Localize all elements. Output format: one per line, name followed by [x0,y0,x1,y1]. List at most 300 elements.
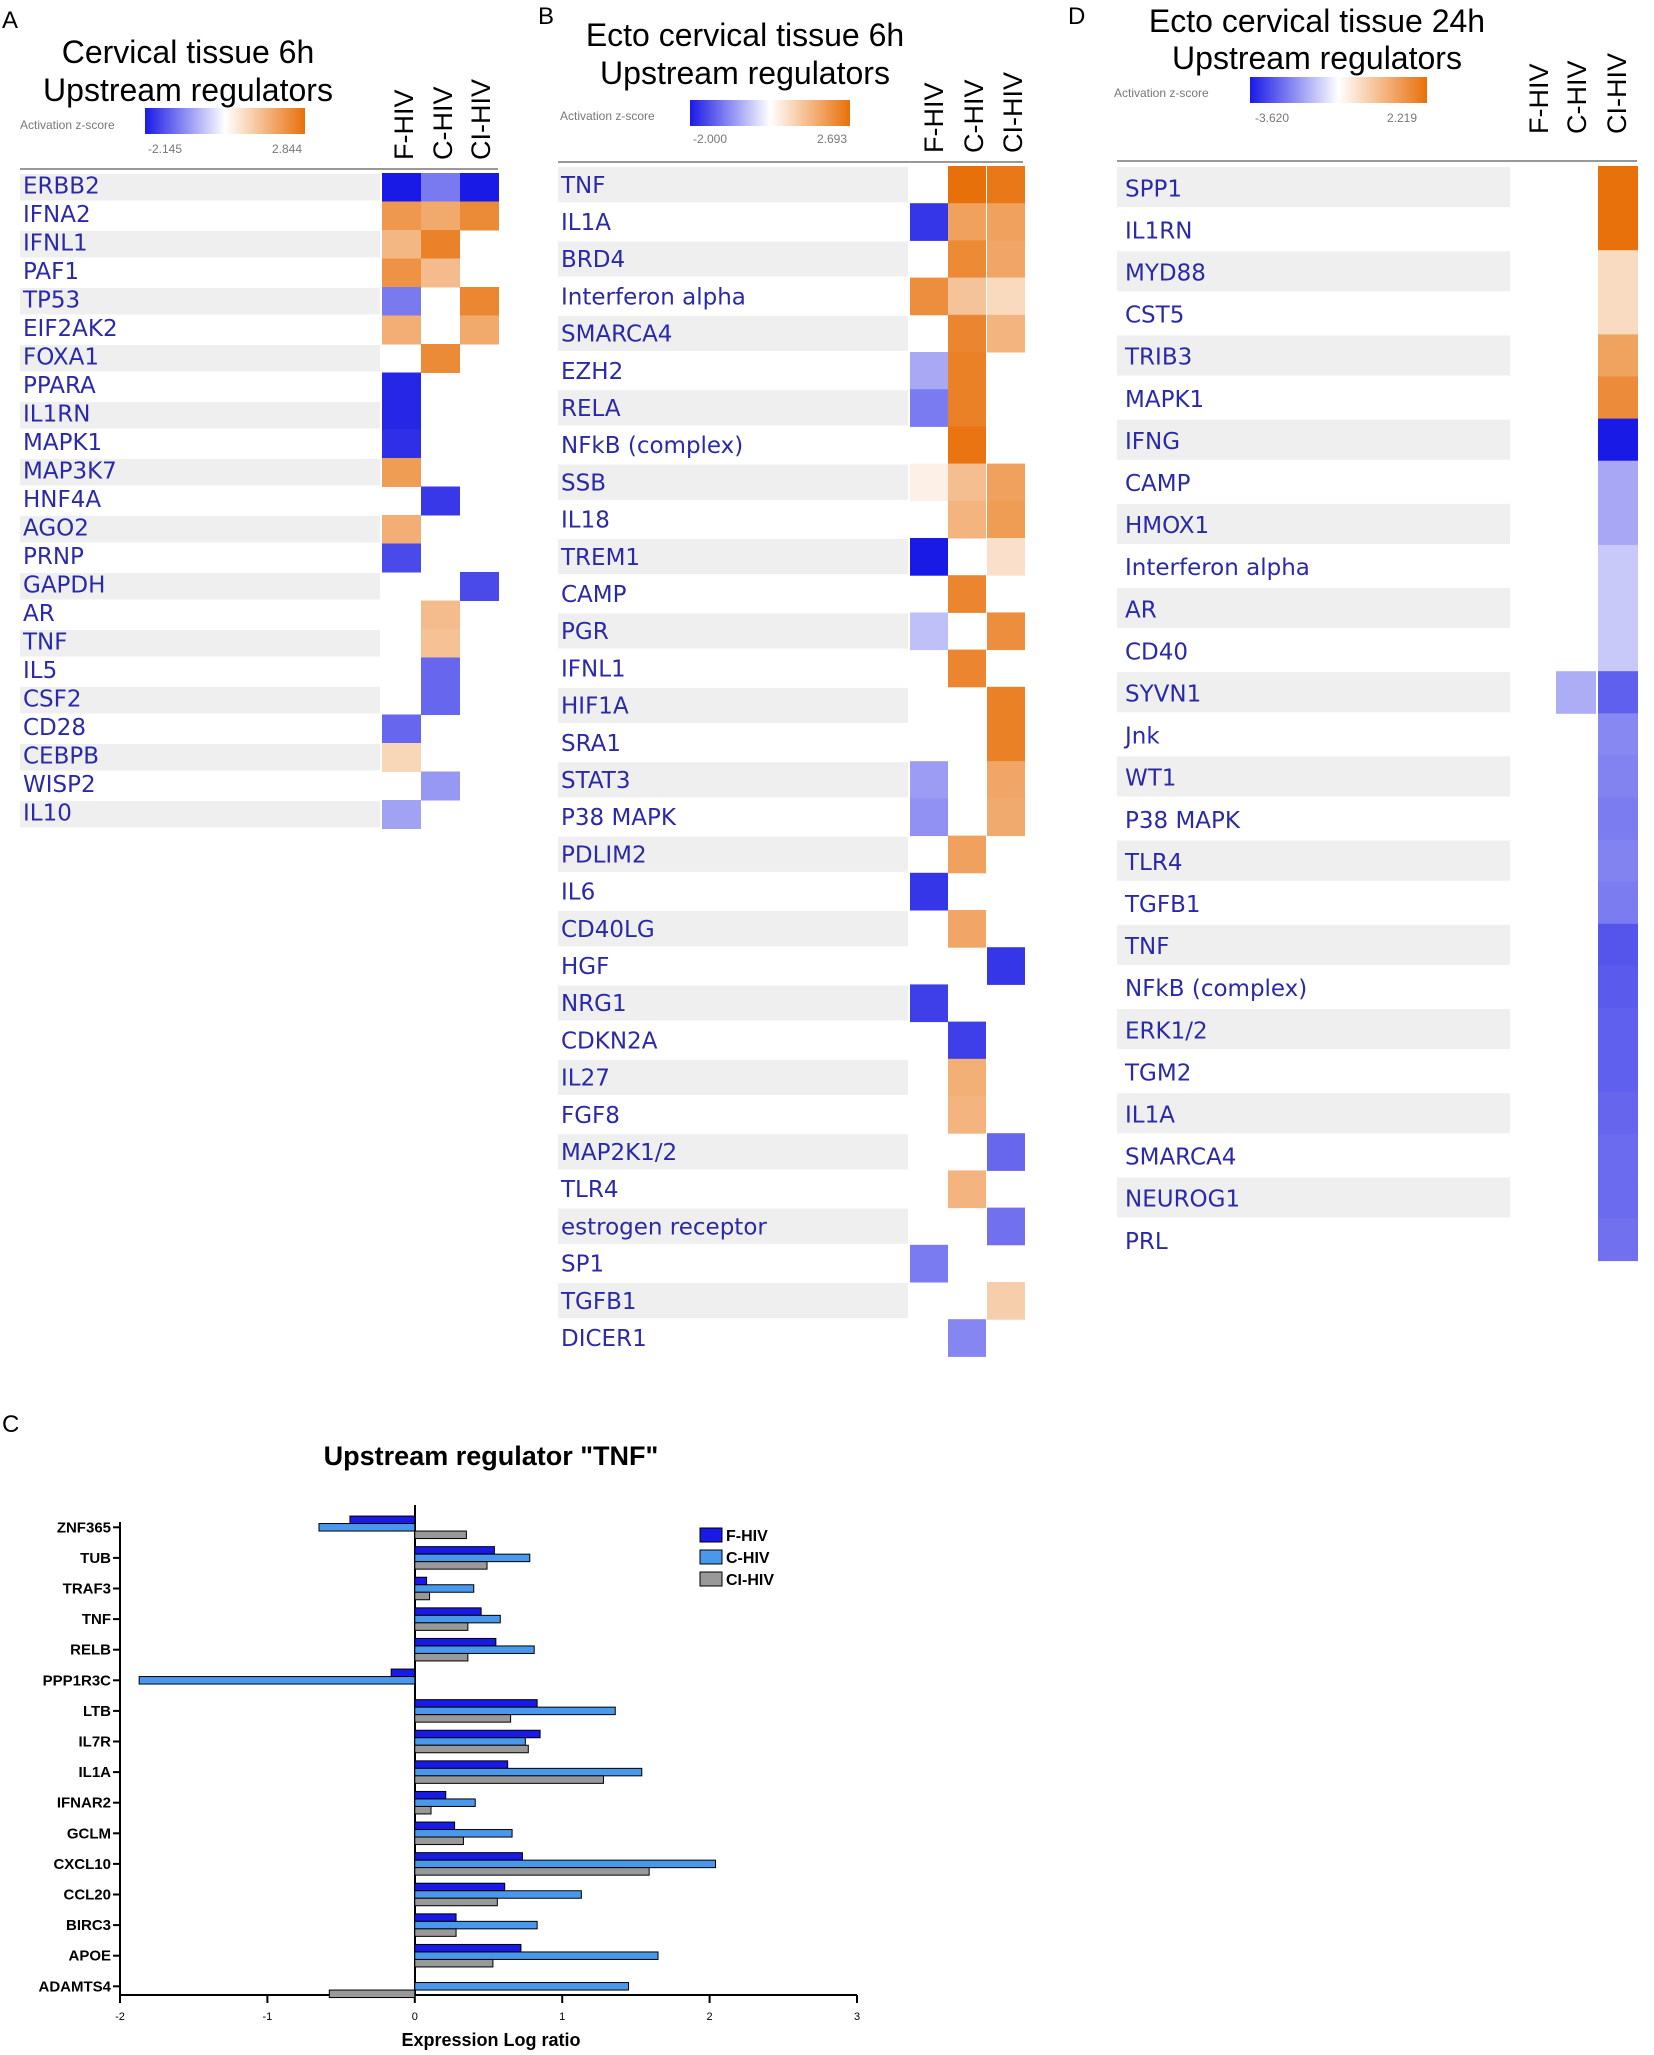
heatmap-d-cell-tgfb1-ci-hiv [1598,882,1638,925]
heatmap-d-row-label: P38 MAPK [1125,807,1240,834]
heatmap-b-cell-pdlim2-c-hiv [948,836,986,874]
heatmap-d-cell-prl-ci-hiv [1598,1219,1638,1262]
heatmap-d-col-f-hiv: F-HIV [1524,63,1554,134]
bar-chart-categories [38,1519,120,1995]
bar-chart-category-label-ccl20: CCL20 [63,1886,111,1904]
heatmap-panel-a [20,34,499,829]
heatmap-b-cell-stat3-f-hiv [910,761,948,799]
heatmap-a-row-il1rn [20,401,421,430]
heatmap-d-row-mapk1 [1125,377,1638,420]
heatmap-b-row-label: TREM1 [561,544,641,571]
heatmap-a-row-label: EIF2AK2 [23,316,118,343]
heatmap-a-row-label: IL10 [23,800,72,827]
heatmap-b-cell-hgf-ci-hiv [987,947,1025,985]
heatmap-d-col-c-hiv: C-HIV [1562,60,1592,134]
heatmap-a-row-erbb2 [20,173,499,202]
heatmap-b-cell-dicer1-c-hiv [948,1319,986,1357]
heatmap-d-row-shade [1117,588,1510,628]
bar-birc3-ci-hiv [415,1929,456,1937]
heatmap-b-row-label: MAP2K1/2 [561,1139,678,1166]
heatmap-a-cell-erbb2-c-hiv [421,173,460,202]
heatmap-d-row-interferon-alpha [1125,545,1638,588]
heatmap-b-row-cd40lg [558,910,986,948]
heatmap-b-cell-il18-ci-hiv [987,501,1025,539]
bar-gclm-ci-hiv [415,1837,464,1845]
heatmap-b-cell-tlr4-c-hiv [948,1170,986,1208]
heatmap-d-color-scale [1250,77,1427,103]
heatmap-a-title-line-2: Upstream regulators [43,72,333,108]
heatmap-b-cell-smarca4-ci-hiv [987,315,1025,353]
heatmap-d-column-headers [1524,53,1632,134]
heatmap-a-cell-mapk1-f-hiv [382,430,421,459]
heatmap-d-cell-camp-ci-hiv [1598,461,1638,504]
heatmap-d-row-label: SYVN1 [1125,681,1202,708]
heatmap-b-cell-map2k1-2-ci-hiv [987,1133,1025,1171]
heatmap-d-scale-label: Activation z-score [1114,86,1209,100]
heatmap-a-cell-tp53-f-hiv [382,287,421,316]
heatmap-a-row-ar [23,601,460,630]
heatmap-a-cell-gapdh-ci-hiv [460,572,499,601]
heatmap-d-row-label: MYD88 [1125,260,1206,287]
heatmap-a-row-label: IL1RN [23,401,91,428]
heatmap-d-row-label: AR [1125,597,1157,624]
heatmap-b-row-label: TLR4 [561,1177,619,1204]
heatmap-b-row-shade [558,167,908,202]
bar-chart-category-label-ltb: LTB [82,1702,111,1720]
legend-label-ci-hiv: CI-HIV [726,1572,774,1589]
heatmap-b-row-il1a [561,203,1025,241]
heatmap-b-cell-cdkn2a-c-hiv [948,1022,986,1060]
heatmap-a-cell-ago2-f-hiv [382,515,421,544]
heatmap-b-cell-interferon-alpha-f-hiv [910,278,948,316]
heatmap-d-row-label: IL1A [1125,1102,1175,1129]
heatmap-d-cell-interferon-alpha-ci-hiv [1598,545,1638,588]
heatmap-a-cell-erbb2-f-hiv [382,173,421,202]
heatmap-d-row-prl [1125,1219,1638,1262]
heatmap-b-row-nrg1 [558,984,948,1022]
bar-ltb-f-hiv [415,1700,537,1708]
heatmap-a-row-label: WISP2 [23,772,96,799]
heatmap-a-cell-tnf-c-hiv [421,629,460,658]
heatmap-a-row-csf2 [20,686,460,715]
heatmap-a-cell-paf1-f-hiv [382,259,421,288]
heatmap-a-row-label: CD28 [23,715,87,742]
heatmap-a-row-ppara [23,373,421,402]
bar-chart-title: Upstream regulator "TNF" [323,1441,659,1471]
heatmap-a-row-hnf4a [23,487,460,516]
bar-ppp1r3c-f-hiv [391,1669,415,1677]
heatmap-b-cell-fgf8-c-hiv [948,1096,986,1134]
heatmap-d-row-tlr4 [1117,840,1638,883]
heatmap-b-row-label: PGR [561,619,609,646]
heatmap-b-row-label: TGFB1 [561,1288,637,1315]
heatmap-d-row-neurog1 [1117,1176,1638,1219]
heatmap-d-row-tnf [1117,924,1638,967]
bar-chart-category-label-apoe: APOE [68,1947,111,1965]
bar-cxcl10-ci-hiv [415,1868,649,1876]
bar-chart-bars [139,1516,715,1998]
heatmap-d-cell-il1rn-ci-hiv [1598,208,1638,251]
heatmap-b-row-shade [558,613,908,648]
heatmap-b-column-headers [919,72,1028,153]
legend-swatch-c-hiv [700,1550,722,1564]
heatmap-a-row-il5 [23,658,460,687]
bar-chart-x-tick-label: 2 [706,2011,713,2023]
heatmap-a-title-line-1: Cervical tissue 6h [61,34,315,70]
heatmap-d-row-label: TRIB3 [1125,344,1193,371]
heatmap-b-row-label: IL6 [561,879,596,906]
heatmap-a-cell-ppara-f-hiv [382,373,421,402]
bar-chart-x-tick-label: 3 [853,2011,861,2023]
heatmap-a-row-eif2ak2 [23,316,499,345]
heatmap-b-row-label: CAMP [561,581,627,608]
heatmap-d-row-spp1 [1117,166,1638,209]
bar-traf3-ci-hiv [415,1592,430,1600]
heatmap-a-cell-ar-c-hiv [421,601,460,630]
heatmap-b-cell-il1a-c-hiv [948,203,986,241]
heatmap-a-cell-ifna2-ci-hiv [460,202,499,231]
heatmap-b-row-nfkb-complex [561,426,986,464]
heatmap-b-cell-ssb-ci-hiv [987,464,1025,502]
heatmap-a-col-c-hiv: C-HIV [428,86,458,160]
heatmap-b-cell-sra1-ci-hiv [987,724,1025,762]
heatmap-a-cell-cebpb-f-hiv [382,743,421,772]
heatmap-b-col-f-hiv: F-HIV [919,82,949,153]
heatmap-d-cell-nfkb-complex-ci-hiv [1598,966,1638,1009]
bar-chart-x-ticks [115,1995,860,2023]
heatmap-a-row-gapdh [20,572,499,601]
heatmap-a-scale-max: 2.844 [271,142,303,156]
bar-birc3-f-hiv [415,1914,456,1922]
heatmap-b-color-scale [690,100,850,126]
heatmap-a-row-label: MAPK1 [23,430,103,457]
heatmap-d-cell-wt1-ci-hiv [1598,755,1638,798]
heatmap-b-row-pdlim2 [558,836,986,874]
heatmap-b-row-label: HIF1A [561,693,629,720]
heatmap-b-row-cdkn2a [561,1022,986,1060]
bar-chart-category-label-relb: RELB [70,1641,111,1659]
heatmap-b-row-label: HGF [561,953,610,980]
heatmap-a-row-label: GAPDH [23,572,106,599]
bar-tnf-f-hiv [415,1608,481,1616]
heatmap-d-row-label: TGM2 [1125,1060,1192,1087]
heatmap-a-row-paf1 [23,259,460,288]
heatmap-b-row-ssb [558,464,1025,502]
bar-chart-category-label-ifnar2: IFNAR2 [56,1794,111,1812]
heatmap-d-row-nfkb-complex [1125,966,1638,1009]
heatmap-d-cell-cd40-ci-hiv [1598,629,1638,672]
heatmap-a-cell-eif2ak2-ci-hiv [460,316,499,345]
heatmap-b-row-label: RELA [561,395,621,422]
bar-tnf-c-hiv [415,1615,500,1623]
heatmap-a-cell-il10-f-hiv [382,800,421,829]
heatmap-d-cell-ifng-ci-hiv [1598,419,1638,462]
heatmap-b-cell-stat3-ci-hiv [987,761,1025,799]
heatmap-b-row-camp [561,575,986,613]
heatmap-b-cell-p38-mapk-f-hiv [910,798,948,836]
heatmap-d-cell-syvn1-ci-hiv [1598,671,1638,714]
heatmap-d-cell-cst5-ci-hiv [1598,292,1638,335]
heatmap-a-cell-paf1-c-hiv [421,259,460,288]
heatmap-d-row-camp [1125,461,1638,504]
heatmap-b-row-label: NRG1 [561,991,627,1018]
heatmap-b-row-il6 [561,873,948,911]
heatmap-b-cell-brd4-c-hiv [948,240,986,278]
heatmap-a-row-ifnl1 [20,230,460,259]
bar-il1a-f-hiv [415,1761,508,1769]
bar-tub-c-hiv [415,1554,530,1562]
heatmap-b-cell-hif1a-ci-hiv [987,687,1025,725]
heatmap-b-scale-min: -2.000 [692,132,728,146]
heatmap-a-row-label: AGO2 [23,515,89,542]
bar-relb-f-hiv [415,1638,496,1646]
heatmap-d-row-ifng [1117,419,1638,462]
heatmap-b-cell-rela-f-hiv [910,389,948,427]
bar-ltb-c-hiv [415,1707,615,1715]
heatmap-b-cell-sp1-f-hiv [910,1245,948,1283]
bar-chart-category-label-birc3: BIRC3 [65,1917,111,1935]
bar-ppp1r3c-c-hiv [139,1677,415,1685]
legend-swatch-ci-hiv [700,1572,722,1586]
heatmap-d-row-trib3 [1117,334,1638,377]
heatmap-b-row-label: PDLIM2 [561,842,647,869]
heatmap-b-row-label: SP1 [561,1251,605,1278]
bar-ltb-ci-hiv [415,1715,511,1723]
heatmap-a-row-il10 [20,800,421,829]
bar-il7r-c-hiv [415,1738,526,1746]
heatmap-b-cell-ssb-f-hiv [910,464,948,502]
heatmap-a-cell-wisp2-c-hiv [421,772,460,801]
heatmap-b-row-shade [558,1060,908,1095]
heatmap-a-cell-tp53-ci-hiv [460,287,499,316]
heatmap-d-row-shade [1117,925,1510,965]
heatmap-b-row-label: P38 MAPK [561,805,676,832]
heatmap-b-row-tlr4 [560,1170,986,1208]
heatmap-b-cell-interferon-alpha-ci-hiv [987,278,1025,316]
heatmap-b-row-p38-mapk [561,798,1025,836]
heatmap-a-cell-ifna2-c-hiv [421,202,460,231]
heatmap-b-row-tgfb1 [558,1282,1025,1320]
heatmap-d-row-label: NEUROG1 [1125,1186,1241,1213]
panel-letter-c: C [2,1411,20,1438]
heatmap-b-row-ifnl1 [561,650,986,688]
bar-apoe-c-hiv [415,1952,658,1960]
bar-chart-category-label-znf365: ZNF365 [56,1519,111,1537]
heatmap-b-row-label: NFkB (complex) [561,433,744,460]
heatmap-d-row-smarca4 [1125,1134,1638,1177]
heatmap-a-cell-prnp-f-hiv [382,544,421,573]
heatmap-d-row-label: HMOX1 [1125,513,1210,540]
heatmap-d-row-p38-mapk [1125,798,1638,841]
heatmap-b-col-c-hiv: C-HIV [959,79,989,153]
heatmap-a-row-label: TP53 [23,287,81,314]
heatmap-d-row-label: IL1RN [1125,218,1193,245]
heatmap-b-row-tnf [558,166,1025,204]
heatmap-a-row-tnf [20,629,460,658]
heatmap-b-row-label: SMARCA4 [561,321,673,348]
heatmap-a-row-label: PAF1 [23,259,79,286]
heatmap-d-row-jnk [1123,713,1638,756]
heatmap-a-row-label: ERBB2 [23,173,100,200]
heatmap-b-cell-brd4-ci-hiv [987,240,1025,278]
bar-chart-category-label-tub: TUB [80,1549,111,1567]
bar-ccl20-f-hiv [415,1883,505,1891]
heatmap-d-row-label: PRL [1125,1228,1168,1255]
bar-chart-x-tick-label: -1 [262,2011,273,2023]
heatmap-b-cell-il27-c-hiv [948,1059,986,1097]
legend-label-c-hiv: C-HIV [726,1550,770,1567]
bar-znf365-ci-hiv [415,1531,467,1539]
heatmap-a-cell-cd28-f-hiv [382,715,421,744]
heatmap-b-cell-camp-c-hiv [948,575,986,613]
bar-relb-ci-hiv [415,1653,468,1661]
heatmap-d-row-il1a [1117,1092,1638,1135]
heatmap-d-row-il1rn [1125,208,1638,251]
heatmap-d-row-label: ERK1/2 [1125,1018,1208,1045]
heatmap-b-row-pgr [558,612,1025,650]
heatmap-a-row-cd28 [23,715,421,744]
bar-chart-category-label-il7r: IL7R [78,1733,111,1751]
heatmap-b-cell-ezh2-c-hiv [948,352,986,390]
heatmap-a-cell-ifnl1-c-hiv [421,230,460,259]
heatmap-d-rows [1117,166,1638,1261]
bar-tub-f-hiv [415,1547,495,1555]
bar-il7r-ci-hiv [415,1745,528,1753]
heatmap-d-cell-myd88-ci-hiv [1598,250,1638,293]
heatmap-b-row-trem1 [558,538,1025,576]
heatmap-b-row-label: CDKN2A [561,1028,658,1055]
heatmap-d-cell-spp1-ci-hiv [1598,166,1638,209]
heatmap-b-cell-rela-c-hiv [948,389,986,427]
heatmap-b-rows [558,166,1025,1357]
heatmap-b-cell-p38-mapk-ci-hiv [987,798,1025,836]
heatmap-d-scale-min: -3.620 [1254,111,1290,125]
bar-znf365-f-hiv [350,1516,415,1524]
heatmap-a-row-tp53 [20,287,499,316]
bar-ifnar2-ci-hiv [415,1806,431,1814]
heatmap-d-row-label: TGFB1 [1125,892,1201,919]
bar-ccl20-ci-hiv [415,1898,498,1906]
heatmap-d-row-label: SMARCA4 [1125,1144,1237,1171]
heatmap-d-row-myd88 [1117,250,1638,293]
heatmap-b-row-ezh2 [561,352,986,390]
heatmap-b-row-smarca4 [558,315,1025,353]
bar-cxcl10-f-hiv [415,1853,523,1861]
heatmap-a-rows [20,173,499,829]
heatmap-a-row-label: CEBPB [23,743,100,770]
heatmap-d-title-line-2: Upstream regulators [1172,40,1462,76]
heatmap-b-cell-cd40lg-c-hiv [948,910,986,948]
heatmap-b-cell-ssb-c-hiv [948,464,986,502]
heatmap-a-scale-min: -2.145 [147,142,183,156]
heatmap-b-row-stat3 [558,761,1025,799]
heatmap-b-cell-nfkb-complex-c-hiv [948,426,986,464]
heatmap-b-row-label: BRD4 [561,247,626,274]
heatmap-a-cell-il5-c-hiv [421,658,460,687]
heatmap-b-row-label: IL18 [561,507,610,534]
bar-ifnar2-c-hiv [415,1799,475,1807]
bar-birc3-c-hiv [415,1921,537,1929]
panel-letter-a: A [2,7,19,34]
heatmap-b-row-label: SRA1 [561,730,622,757]
heatmap-a-cell-ifna2-f-hiv [382,202,421,231]
heatmap-d-row-cd40 [1125,629,1638,672]
heatmap-a-row-ago2 [20,515,421,544]
bar-chart-x-tick-label: -2 [115,2011,125,2023]
heatmap-a-row-label: AR [23,601,55,628]
heatmap-b-row-brd4 [558,240,1025,278]
heatmap-d-row-label: MAPK1 [1125,386,1205,413]
heatmap-b-row-label: FGF8 [561,1102,620,1129]
heatmap-d-row-label: IFNG [1125,428,1181,455]
heatmap-d-row-label: NFkB (complex) [1125,976,1308,1003]
heatmap-a-row-map3k7 [20,458,421,487]
heatmap-a-row-label: FOXA1 [23,344,99,371]
heatmap-d-cell-hmox1-ci-hiv [1598,503,1638,546]
heatmap-a-row-label: IFNL1 [23,230,88,257]
heatmap-a-cell-erbb2-ci-hiv [460,173,499,202]
heatmap-a-row-foxa1 [20,344,460,373]
bar-apoe-ci-hiv [415,1959,493,1967]
bar-adamts4-ci-hiv [329,1990,414,1998]
heatmap-d-row-label: WT1 [1125,765,1177,792]
heatmap-a-row-label: MAP3K7 [23,458,117,485]
heatmap-d-cell-neurog1-ci-hiv [1598,1176,1638,1219]
legend-swatch-f-hiv [700,1528,722,1542]
heatmap-panel-b [558,17,1028,1357]
heatmap-b-cell-tnf-c-hiv [948,166,986,204]
heatmap-b-row-label: TNF [561,172,606,199]
heatmap-d-title-line-1: Ecto cervical tissue 24h [1148,3,1486,39]
heatmap-b-cell-nrg1-f-hiv [910,984,948,1022]
heatmap-d-cell-ar-ci-hiv [1598,587,1638,630]
heatmap-d-row-wt1 [1117,755,1638,798]
heatmap-d-row-label: SPP1 [1125,176,1182,203]
heatmap-a-cell-ifnl1-f-hiv [382,230,421,259]
heatmap-b-row-interferon-alpha [561,278,1025,316]
heatmap-a-row-label: TNF [23,629,68,656]
heatmap-d-cell-il1a-ci-hiv [1598,1092,1638,1135]
heatmap-a-cell-foxa1-c-hiv [421,344,460,373]
heatmap-d-row-syvn1 [1117,671,1638,714]
heatmap-a-cell-csf2-c-hiv [421,686,460,715]
heatmap-b-cell-trem1-f-hiv [910,538,948,576]
heatmap-b-row-estrogen-receptor [558,1208,1025,1246]
bar-ifnar2-f-hiv [415,1791,446,1799]
bar-apoe-f-hiv [415,1944,521,1952]
heatmap-b-row-label: SSB [561,470,606,497]
heatmap-b-row-label: estrogen receptor [561,1214,767,1241]
heatmap-d-cell-p38-mapk-ci-hiv [1598,798,1638,841]
heatmap-b-cell-pgr-ci-hiv [987,612,1025,650]
heatmap-a-row-label: CSF2 [23,686,82,713]
heatmap-a-row-label: IFNA2 [23,202,91,229]
heatmap-b-row-il18 [561,501,1025,539]
heatmap-b-title-line-1: Ecto cervical tissue 6h [585,17,905,53]
bar-chart-category-label-gclm: GCLM [66,1825,111,1843]
heatmap-b-cell-tnf-ci-hiv [987,166,1025,204]
heatmap-a-row-label: HNF4A [23,487,102,514]
heatmap-b-cell-trem1-ci-hiv [987,538,1025,576]
heatmap-d-row-shade [1117,1093,1510,1133]
heatmap-b-cell-estrogen-receptor-ci-hiv [987,1208,1025,1246]
heatmap-a-row-label: IL5 [23,658,58,685]
heatmap-b-scale-max: 2.693 [816,132,848,146]
bar-znf365-c-hiv [319,1524,415,1532]
heatmap-b-row-sra1 [561,724,1025,762]
panel-letter-b: B [538,3,555,30]
heatmap-b-row-label: EZH2 [561,358,624,385]
